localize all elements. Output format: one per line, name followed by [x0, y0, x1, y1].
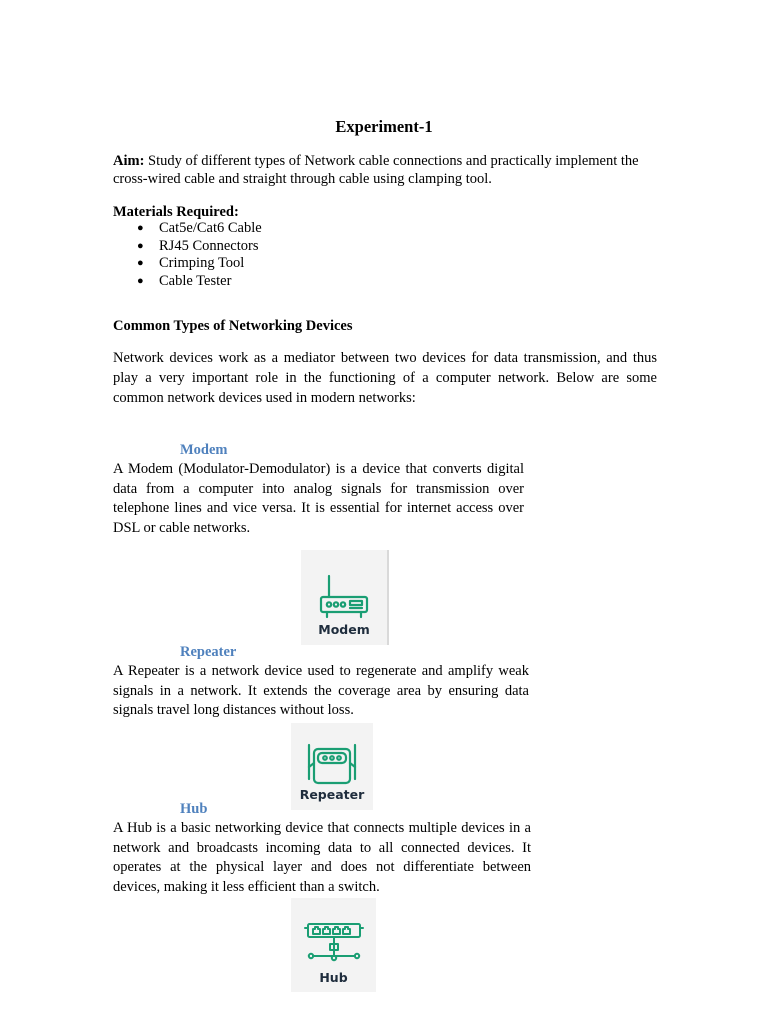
list-item: ● Cable Tester	[137, 272, 232, 289]
bullet-icon: ●	[137, 274, 144, 287]
repeater-image	[291, 723, 373, 810]
page-title: Experiment-1	[335, 117, 433, 136]
hub-image	[291, 898, 376, 992]
section-heading: Common Types of Networking Devices	[113, 318, 353, 334]
aim-text: Study of different types of Network cable connections and practically implement the cross-wired cable and straight through cable using clamping tool.	[113, 153, 639, 187]
intro-paragraph: Network devices work as a mediator between two devices for data transmission, and thus play a very important role in the functioning of a computer network. Below are some common network devices used in modern networks:	[113, 350, 657, 406]
list-item: ● RJ45 Connectors	[137, 237, 259, 254]
modem-icon	[317, 572, 371, 622]
aim-paragraph	[113, 153, 658, 188]
modem-description: A Modem (Modulator-Demodulator) is a device that converts digital data from a computer into analog signals for transmission over telephone lines and vice versa. It is essential for internet access over DSL or cable networks.	[113, 461, 524, 536]
hub-heading: Hub	[180, 801, 208, 817]
modem-icon-label: Modem	[318, 622, 370, 637]
bullet-icon: ●	[137, 239, 144, 252]
hub-icon	[303, 920, 365, 970]
aim-label: Aim:	[113, 153, 145, 169]
hub-description: A Hub is a basic networking device that connects multiple devices in a network and broadcasts incoming data to all connected devices. It operates at the physical layer and does not differentiate between devices, making it less efficient than a switch.	[113, 820, 531, 895]
hub-icon-label: Hub	[319, 970, 348, 985]
list-item: ● Cat5e/Cat6 Cable	[137, 220, 262, 236]
modem-image	[301, 550, 389, 645]
list-item: ● Crimping Tool	[137, 255, 245, 271]
modem-heading: Modem	[180, 442, 228, 458]
repeater-description: A Repeater is a network device used to regenerate and amplify weak signals in a network. It extends the coverage area by ensuring data signals travel long distances without loss.	[113, 663, 529, 718]
repeater-icon	[302, 739, 362, 787]
bullet-icon: ●	[137, 257, 144, 269]
bullet-icon: ●	[137, 222, 144, 234]
repeater-icon-label: Repeater	[299, 787, 365, 802]
repeater-heading: Repeater	[180, 644, 237, 660]
materials-heading: Materials Required:	[113, 204, 239, 220]
materials-list	[137, 220, 262, 290]
